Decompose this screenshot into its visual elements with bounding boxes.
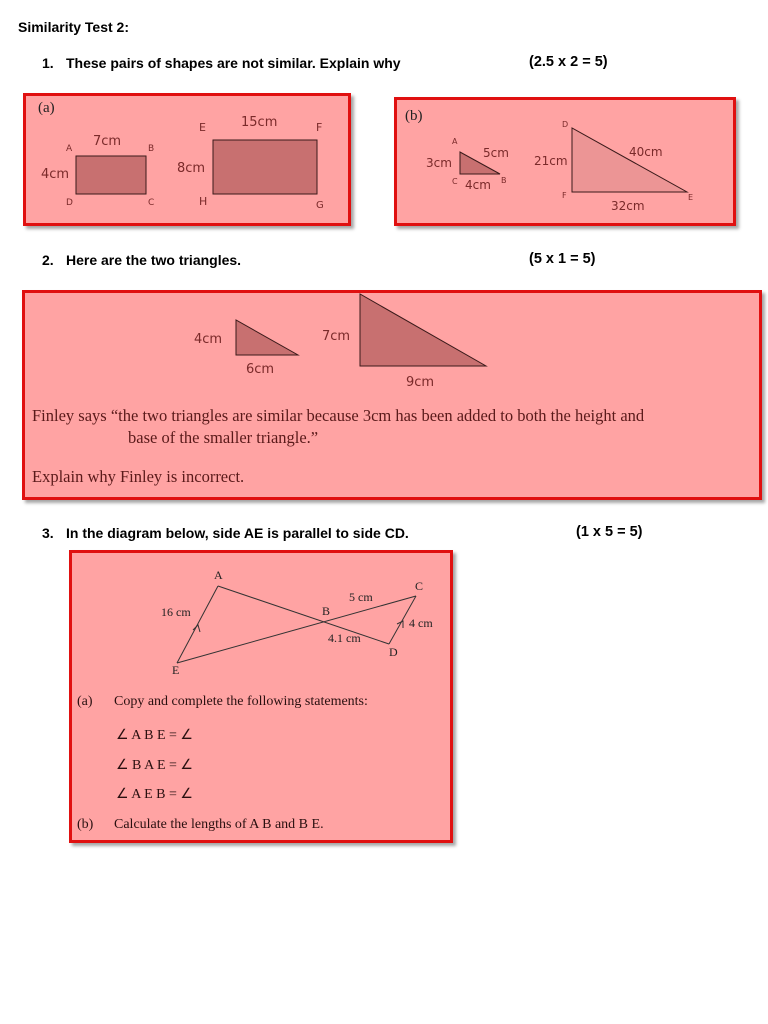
question-3-text: In the diagram below, side AE is parallel to side CD. [66, 525, 409, 541]
finley-statement-line-1: Finley says “the two triangles are similar because 3cm has been added to both the height and [32, 406, 645, 425]
question-2-number: 2. [42, 252, 54, 268]
q2-panel [22, 290, 762, 500]
q1-part-b-panel [394, 97, 736, 226]
q3a-label: (a) [77, 694, 93, 709]
label-B: B [501, 176, 507, 185]
label-D: D [389, 645, 398, 659]
label-F: F [562, 191, 567, 200]
large-tri-left: 21cm [534, 154, 568, 168]
label-E: E [199, 121, 206, 134]
finley-statement-line-2: base of the smaller triangle.” [128, 428, 319, 447]
large-rect-width: 15cm [241, 115, 278, 130]
q3a-text: Copy and complete the following statements: [114, 694, 368, 709]
large-triangle [572, 128, 687, 192]
question-1-marks: (2.5 x 2 = 5) [529, 54, 608, 70]
small-rectangle [76, 156, 146, 194]
length-BD: 4.1 cm [328, 631, 361, 645]
q2-explain-prompt: Explain why Finley is incorrect. [32, 467, 245, 486]
label-C: C [148, 198, 155, 208]
large-triangle [360, 294, 486, 366]
label-F: F [316, 121, 323, 134]
small-tri-height: 4cm [194, 332, 223, 347]
large-tri-hyp: 40cm [629, 145, 663, 159]
statement-3: ∠ A E B = ∠ [116, 787, 193, 802]
label-B: B [148, 144, 155, 154]
segment-EC [177, 596, 416, 663]
small-triangle [236, 320, 298, 355]
question-2-marks: (5 x 1 = 5) [529, 251, 596, 267]
label-E: E [172, 663, 180, 677]
label-C: C [452, 177, 458, 186]
small-tri-base: 6cm [246, 362, 275, 377]
question-3-marks: (1 x 5 = 5) [576, 524, 643, 540]
q1b-diagram [397, 100, 733, 223]
page-title: Similarity Test 2: [18, 19, 130, 35]
length-CD: 4 cm [409, 616, 433, 630]
q3b-label: (b) [77, 817, 94, 832]
small-tri-left: 3cm [426, 156, 452, 170]
question-1 [42, 55, 401, 71]
question-1-text: These pairs of shapes are not similar. Explain why [66, 55, 401, 71]
length-AE: 16 cm [161, 605, 191, 619]
label-C: C [415, 579, 424, 593]
statement-2: ∠ B A E = ∠ [116, 758, 193, 773]
q1a-diagram [26, 96, 348, 223]
q3b-text: Calculate the lengths of A B and B E. [114, 817, 324, 832]
small-rect-width: 7cm [93, 134, 122, 149]
label-A: A [452, 137, 458, 146]
large-tri-height: 7cm [322, 329, 351, 344]
label-E: E [688, 193, 694, 202]
small-tri-hyp: 5cm [483, 146, 509, 160]
small-tri-base: 4cm [465, 178, 491, 192]
question-2 [42, 252, 241, 268]
question-2-text: Here are the two triangles. [66, 252, 242, 268]
large-rectangle [213, 140, 317, 194]
q1b-label: (b) [405, 108, 423, 124]
label-A: A [214, 568, 223, 582]
label-A: A [66, 144, 73, 154]
question-1-number: 1. [42, 55, 54, 71]
question-3 [42, 525, 409, 541]
statement-1: ∠ A B E = ∠ [116, 728, 193, 743]
label-G: G [316, 200, 324, 211]
length-BC: 5 cm [349, 590, 373, 604]
question-3-number: 3. [42, 525, 54, 541]
label-H: H [199, 195, 208, 208]
q1a-label: (a) [38, 100, 55, 116]
label-D: D [66, 198, 73, 208]
large-tri-base: 9cm [406, 375, 435, 390]
segment-AE [177, 586, 218, 663]
q3-panel [69, 550, 453, 843]
label-D: D [562, 120, 569, 129]
small-rect-height: 4cm [41, 167, 70, 182]
large-rect-height: 8cm [177, 161, 206, 176]
large-tri-base: 32cm [611, 199, 645, 213]
q1-part-a-panel [23, 93, 351, 226]
label-B: B [322, 604, 331, 618]
